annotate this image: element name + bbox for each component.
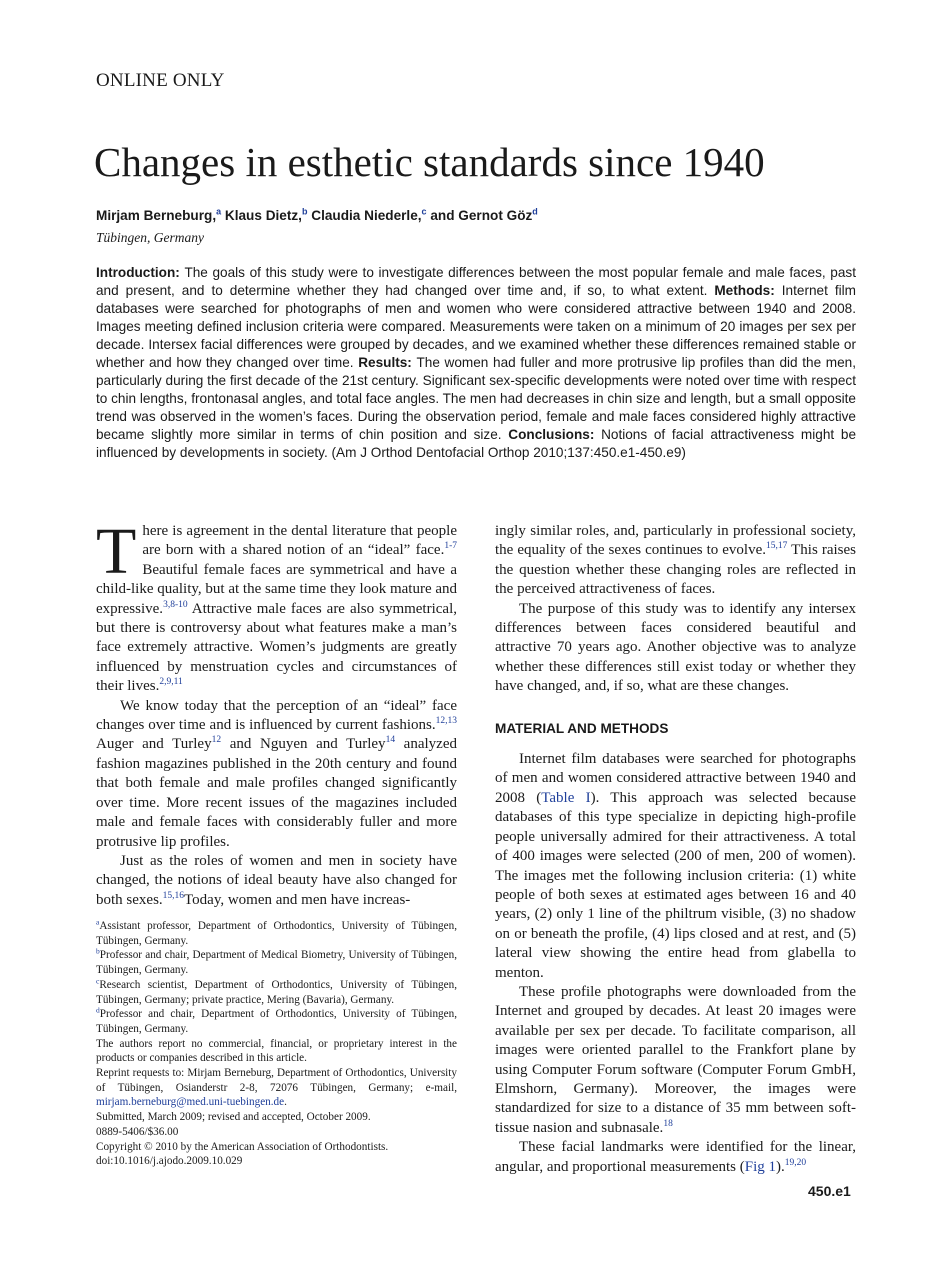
text-run: Notions of facial attractiveness might be influenced by developments in society. (Am J Orthod Dentofacial Orthop 2010;137:450.e1-450.e9) <box>96 427 857 460</box>
footnote <box>96 1154 457 1169</box>
citation-ref[interactable]: 3,8-10 <box>163 599 188 610</box>
inline-link[interactable]: mirjam.berneburg@med.uni-tuebingen.de <box>96 1096 285 1109</box>
text-run: These facial landmarks were identified for the linear, angular, and proportional measurements ( <box>495 1139 856 1175</box>
text-run: We know today that the perception of an “ideal” face changes over time and is influenced by current fashions. <box>96 697 457 734</box>
section-heading: MATERIAL AND METHODS <box>495 720 669 736</box>
citation-ref[interactable]: 19,20 <box>784 1157 807 1168</box>
footnote <box>96 948 457 977</box>
text-run: These profile photographs were downloaded from the Internet and grouped by decades. At least 20 images were available per sex per decade. To facilitate comparison, all images were oriented parallel to the Frankfort plane by using Computer Forum software (Computer Forum GmbH, Elmshorn, Germany). Moreover, the images were standardized for size to a distance of 35 mm between soft-tissue nasion and subnasale. <box>495 983 856 1136</box>
footnote <box>96 1007 457 1036</box>
text-run: Professor and chair, Department of Medical Biometry, University of Tübingen, Tübingen, Germany. <box>96 949 457 977</box>
affiliation-ref[interactable]: d <box>532 206 538 217</box>
paragraph <box>495 1138 856 1177</box>
inline-link[interactable]: Table I <box>541 789 591 806</box>
footnote <box>96 1110 457 1125</box>
body-column-right <box>495 522 856 1177</box>
text-run: 0889-5406/$36.00 <box>96 1125 179 1138</box>
affiliation-ref[interactable]: c <box>421 206 427 217</box>
text-run: ). <box>776 1158 785 1175</box>
author-name: Mirjam Berneburg, <box>96 208 217 223</box>
text-run: analyzed fashion magazines published in the 20th century and found that both female and male profiles changed significantly over time. More recent issues of the magazines included male and female faces with considerably fuller and more protrusive lip profiles. <box>96 736 457 850</box>
text-run: Internet film databases were searched for photographs of men and women who were considered attractive between 1940 and 2008. Images meeting defined inclusion criteria were compared. Measurements were taken on a minimum of 20 images per sex per decade. Intersex facial differences were grouped by decades, and we examined whether these differences remained stable or whether and how they changed over time. <box>96 283 856 370</box>
citation-ref[interactable]: 2,9,11 <box>159 677 183 688</box>
abstract-heading: Methods: <box>714 283 782 298</box>
article-title: Changes in esthetic standards since 1940 <box>94 139 765 185</box>
text-run: Internet film databases were searched for photographs of men and women considered attractive between 1940 and 2008 ( <box>495 751 856 806</box>
citation-ref[interactable]: b <box>96 946 100 956</box>
text-run: . <box>284 1096 287 1109</box>
text-run: Attractive male faces are also symmetrical, but there is controversy about what features make a man’s face extremely attractive. Women’s judgments are greatly influenced by menstruation cycles and circumstances of their lives. <box>96 600 457 695</box>
footnote <box>96 978 457 1007</box>
text-run: The authors report no commercial, financial, or proprietary interest in the products or companies described in this article. <box>96 1037 457 1065</box>
paragraph <box>96 852 457 910</box>
text-run: Professor and chair, Department of Orthodontics, University of Tübingen, Tübingen, Germany. <box>96 1008 457 1035</box>
text-run: The women had fuller and more protrusive lip profiles than did the men, particularly during the first decade of the 21st century. Significant sex-specific developments were noted over time with respect to chin lengths, frontonasal angles, and total face angles. The men had decreases in chin size and length, but a small opposite trend was observed in the women’s faces. During the observation period, female and male faces considered highly attractive became slightly more similar in terms of chin position and size. <box>96 355 857 442</box>
citation-ref[interactable]: 15,16 <box>162 890 185 901</box>
text-run: ). This approach was selected because databases of this type specialize in depicting high-profile people universally admired for their attractiveness. A total of 400 images were selected (200 of men, 200 of women). The images met the following inclusion criteria: (1) white people of both sexes at estimated ages between 16 and 40 years, (2) only 1 line of the philtrum visible, (3) no shadow on or beneath the profile, (4) lips closed and at rest, and (5) lateral view showing the entire head from glabella to menton. <box>495 789 857 981</box>
citation-ref[interactable]: 15,17 <box>766 541 788 552</box>
paragraph <box>495 522 856 600</box>
text-run: The purpose of this study was to identify any intersex differences between faces considered beautiful and attractive 70 years ago. Another objective was to analyze whether these differences still exist today or whether they have changed, and, if so, what are these changes. <box>495 600 856 695</box>
footnote <box>96 1066 457 1110</box>
text-run: Today, women and men have increas- <box>184 891 411 908</box>
affiliation-ref[interactable]: a <box>216 206 222 217</box>
abstract <box>96 264 856 462</box>
affiliation-ref[interactable]: b <box>301 206 308 217</box>
text-run: doi:10.1016/j.ajodo.2009.10.029 <box>96 1155 243 1168</box>
author-location: Tübingen, Germany <box>96 230 204 245</box>
text-run: Beautiful female faces are symmetrical and have a child-like quality, but at the same time they look mature and expressive. <box>96 561 458 617</box>
abstract-heading: Results: <box>358 355 417 370</box>
citation-ref[interactable]: c <box>96 976 100 986</box>
citation-ref[interactable]: 18 <box>663 1118 673 1129</box>
text-run: Auger and Turley <box>96 736 212 753</box>
text-run: This raises the question whether these changing roles are reflected in the perceived attractiveness of faces. <box>495 542 856 598</box>
text-run: ingly similar roles, and, particularly in professional society, the equality of the sexes continues to evolve. <box>495 523 856 559</box>
drop-cap: T <box>96 515 137 588</box>
paragraph <box>96 697 457 852</box>
abstract-heading: Introduction: <box>96 265 185 280</box>
text-run: Just as the roles of women and men in society have changed, the notions of ideal beauty have also changed for both sexes. <box>96 852 457 908</box>
paragraph <box>495 750 856 983</box>
paragraph <box>495 983 856 1138</box>
abstract-heading: Conclusions: <box>508 427 602 442</box>
footnote <box>96 1037 457 1066</box>
author-name: Claudia Niederle, <box>311 208 422 223</box>
page-number: 450.e1 <box>808 1183 851 1199</box>
paragraph <box>495 600 856 697</box>
body-column-left <box>96 515 458 910</box>
footnote <box>96 1125 457 1140</box>
text-run: Reprint requests to: Mirjam Berneburg, Department of Orthodontics, University of Tübingen, Osianderstr 2-8, 72076 Tübingen, Germany; e-mail, <box>96 1067 457 1094</box>
author-name: and Gernot Göz <box>430 208 533 223</box>
citation-ref[interactable]: 1-7 <box>444 541 457 552</box>
citation-ref[interactable]: d <box>96 1005 100 1015</box>
text-run: Copyright © 2010 by the American Association of Orthodontists. <box>96 1140 389 1153</box>
author-name: Klaus Dietz, <box>224 208 302 223</box>
section-label: ONLINE ONLY <box>96 70 225 91</box>
text-run: here is agreement in the dental literature that people are born with a shared notion of an “ideal” face. <box>142 523 457 559</box>
text-run: Assistant professor, Department of Orthodontics, University of Tübingen, Tübingen, Germany. <box>96 920 457 947</box>
text-run: The goals of this study were to investigate differences between the most popular female and male faces, past and present, and to determine whether they had changed over time and, if so, to what extent. <box>96 265 856 298</box>
text-run: and Nguyen and Turley <box>221 736 386 753</box>
citation-ref[interactable]: 14 <box>385 735 396 746</box>
footnote <box>96 1140 457 1155</box>
citation-ref[interactable]: 12 <box>211 735 222 746</box>
paragraph <box>96 515 458 697</box>
citation-ref[interactable]: a <box>96 917 100 927</box>
text-run: Research scientist, Department of Orthodontics, University of Tübingen, Tübingen, Germany; private practice, Mering (Bavaria), Germany. <box>96 978 457 1006</box>
inline-link[interactable]: Fig 1 <box>744 1158 776 1175</box>
footnote <box>96 919 457 948</box>
footnotes <box>96 919 457 1169</box>
citation-ref[interactable]: 12,13 <box>435 716 457 727</box>
author-list <box>96 208 538 223</box>
text-run: Submitted, March 2009; revised and accepted, October 2009. <box>96 1111 371 1124</box>
